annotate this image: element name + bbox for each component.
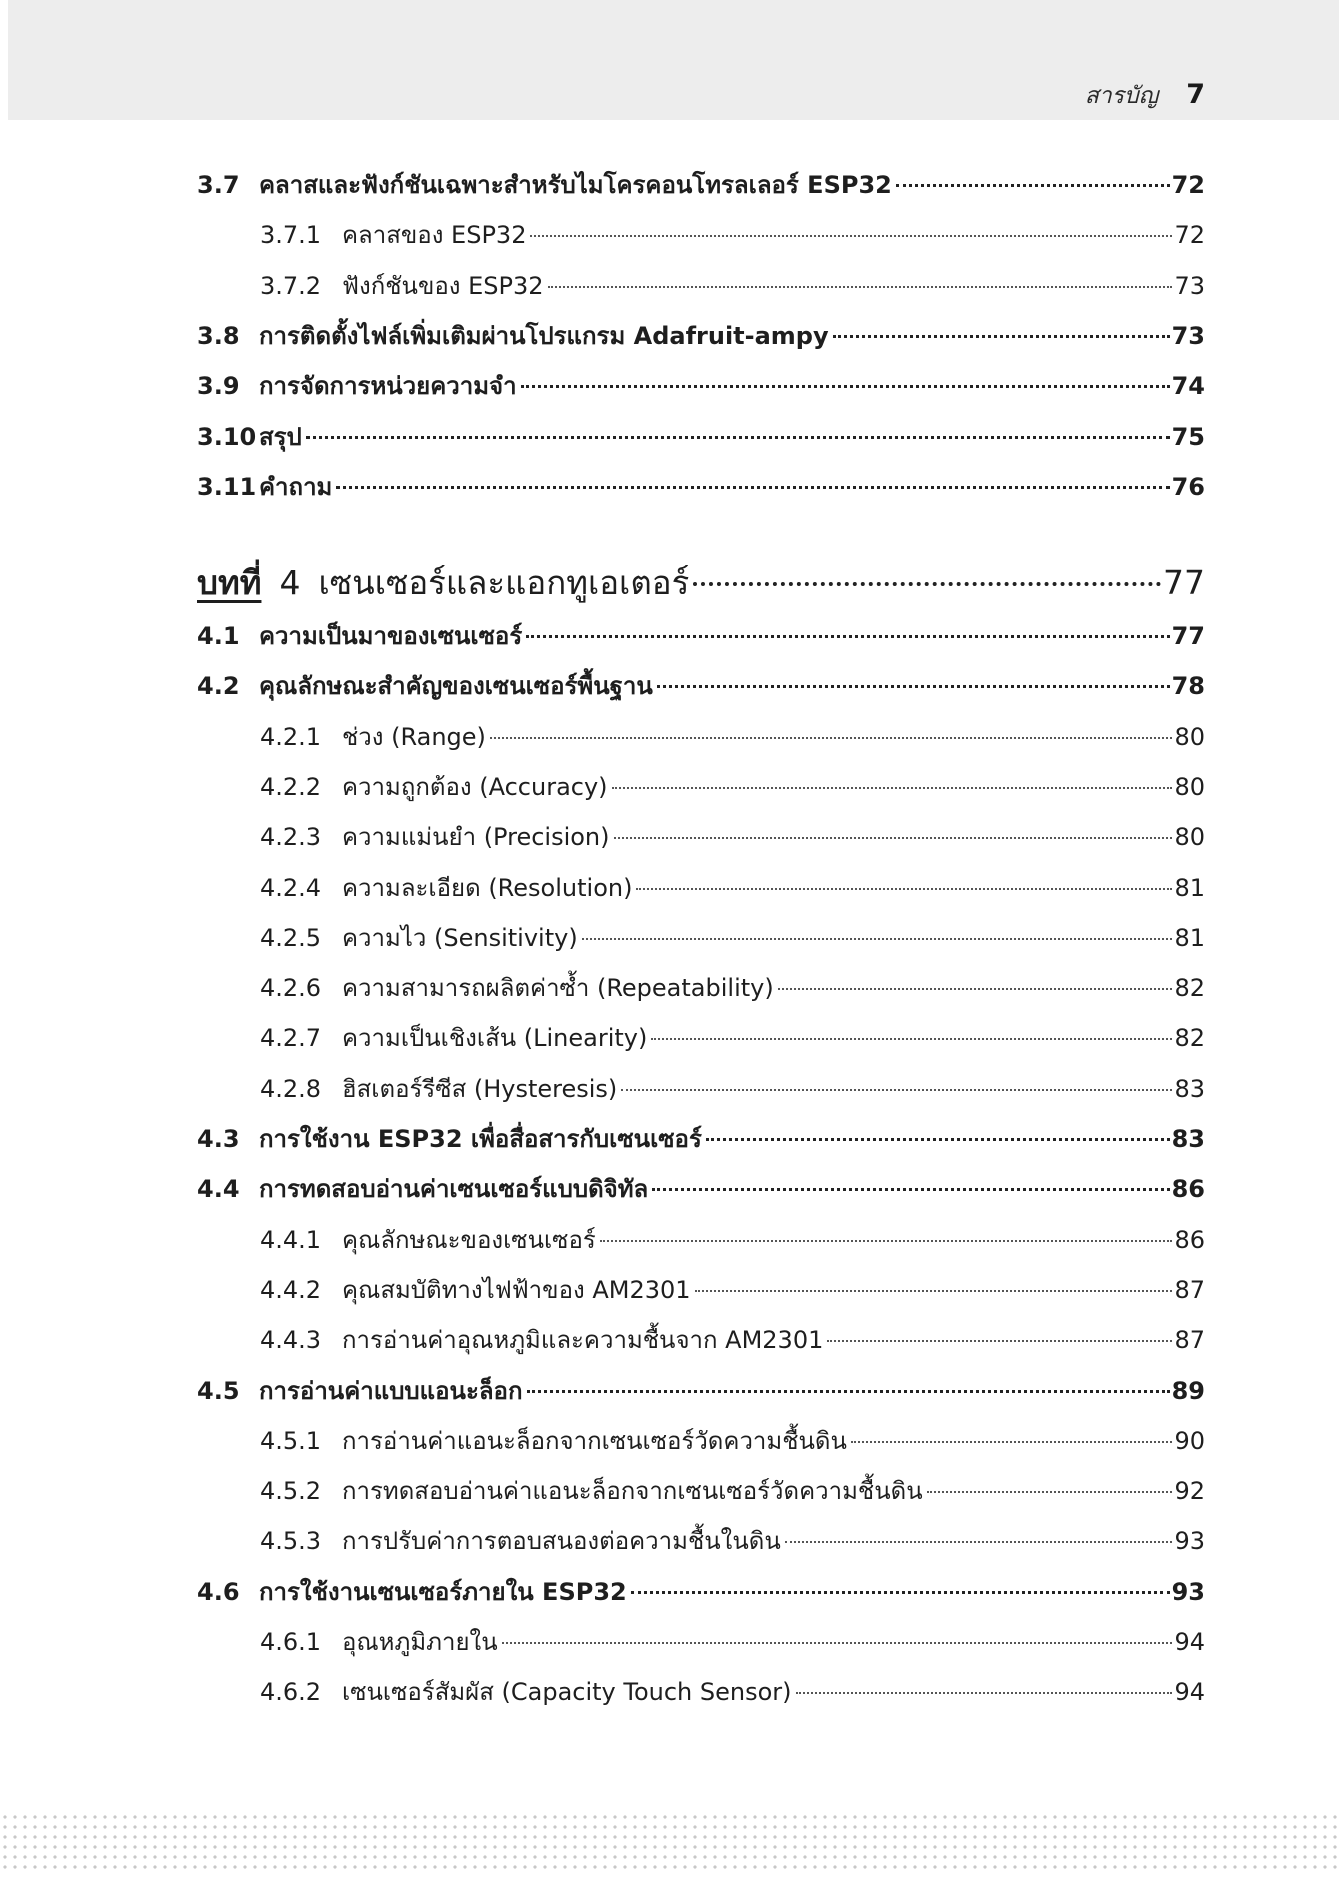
toc-entry [260, 1315, 1205, 1365]
toc-entry [260, 210, 1205, 260]
dot-leader [652, 1188, 1169, 1191]
entry-number: 4.2 [197, 672, 240, 701]
chapter-heading [197, 552, 1205, 614]
toc-entry [260, 913, 1205, 963]
entry-number: 4.2.4 [260, 873, 322, 902]
toc-entry [260, 712, 1205, 762]
dot-leader [582, 938, 1173, 940]
toc-entry [197, 611, 1205, 661]
dot-leader [526, 635, 1169, 638]
entry-page: 89 [1171, 1376, 1205, 1405]
page-number: 7 [1186, 79, 1205, 110]
entry-number: 3.7.2 [260, 271, 322, 300]
entry-number: 3.9 [197, 372, 240, 401]
toc-entry [197, 661, 1205, 711]
entry-page: 75 [1171, 422, 1205, 451]
entry-title: คุณลักษณะสำคัญของเซนเซอร์พื้นฐาน [259, 672, 653, 701]
entry-title: คลาสและฟังก์ชันเฉพาะสำหรับไมโครคอนโทรลเลอร์ ESP32 [259, 171, 892, 199]
entry-title: การอ่านค่าแบบแอนะล็อก [259, 1376, 523, 1405]
dot-leader [614, 837, 1173, 839]
dot-leader [548, 286, 1173, 288]
dot-leader [657, 685, 1170, 688]
entry-number: 4.2.2 [260, 772, 322, 801]
toc-entry [260, 1516, 1205, 1566]
entry-title: เซนเซอร์สัมผัส (Capacity Touch Sensor) [342, 1678, 792, 1707]
dot-leader [778, 988, 1173, 990]
toc-entry [260, 261, 1205, 311]
entry-page: 81 [1174, 923, 1205, 952]
entry-number: 4.1 [197, 622, 240, 650]
entry-page: 86 [1171, 1175, 1205, 1204]
entry-page: 80 [1174, 722, 1205, 751]
entry-title: อุณหภูมิภายใน [342, 1628, 498, 1656]
entry-page: 82 [1174, 1024, 1205, 1053]
entry-title: ฟังก์ชันของ ESP32 [342, 271, 544, 300]
entry-number: 3.11 [197, 472, 257, 501]
toc-entry [197, 160, 1205, 210]
dot-leader [490, 737, 1173, 739]
dot-leader [851, 1441, 1173, 1443]
entry-number: 4.4.2 [260, 1275, 322, 1304]
toc-entry [197, 1366, 1205, 1416]
entry-page: 80 [1174, 772, 1205, 801]
toc-entry [197, 412, 1205, 462]
entry-page: 72 [1174, 221, 1205, 250]
dot-leader [706, 1138, 1170, 1141]
entry-title: คลาสของ ESP32 [342, 221, 527, 250]
entry-page: 76 [1171, 472, 1205, 501]
entry-title: การปรับค่าการตอบสนองต่อความชื้นในดิน [342, 1527, 781, 1556]
entry-title: คุณสมบัติทางไฟฟ้าของ AM2301 [342, 1275, 691, 1304]
entry-number: 3.8 [197, 321, 240, 350]
entry-page: 90 [1174, 1426, 1205, 1455]
entry-number: 4.2.1 [260, 722, 322, 751]
running-title: สารบัญ [1084, 83, 1159, 109]
entry-number: 4.2.8 [260, 1074, 322, 1103]
toc-entry [260, 1064, 1205, 1114]
entry-number: 4.4 [197, 1175, 240, 1204]
entry-number: 4.6.2 [260, 1678, 322, 1707]
entry-number: 3.7 [197, 171, 240, 199]
toc-entry [197, 1164, 1205, 1214]
entry-title: ความสามารถผลิตค่าซ้ำ (Repeatability) [342, 974, 774, 1003]
toc-entry [260, 1667, 1205, 1717]
toc-entry [260, 1466, 1205, 1516]
toc-entry [197, 462, 1205, 512]
toc-entry [260, 762, 1205, 812]
toc-entry [260, 1416, 1205, 1466]
running-head [1085, 78, 1205, 118]
toc-entry [260, 1265, 1205, 1315]
toc-entry [197, 311, 1205, 361]
entry-page: 92 [1174, 1477, 1205, 1506]
entry-page: 83 [1174, 1074, 1205, 1103]
entry-title: ความเป็นมาของเซนเซอร์ [259, 622, 523, 650]
dot-leader [833, 335, 1170, 338]
dot-leader [827, 1340, 1172, 1342]
entry-title: ความละเอียด (Resolution) [342, 873, 633, 902]
chapter-label: บทที่ [197, 563, 262, 602]
entry-title: การจัดการหน่วยความจำ [259, 372, 517, 401]
entry-number: 4.2.6 [260, 974, 322, 1003]
entry-title: ความแม่นยำ (Precision) [342, 823, 610, 852]
dot-leader [530, 235, 1172, 237]
entry-page: 93 [1174, 1527, 1205, 1556]
dot-leader [527, 1390, 1170, 1393]
entry-page: 81 [1174, 873, 1205, 902]
entry-title: ช่วง (Range) [342, 722, 486, 751]
entry-title: การทดสอบอ่านค่าเซนเซอร์แบบดิจิทัล [259, 1175, 649, 1204]
toc-entry [260, 1617, 1205, 1667]
dot-leader [651, 1038, 1172, 1040]
entry-page: 73 [1174, 271, 1205, 300]
entry-title: ความเป็นเชิงเส้น (Linearity) [342, 1024, 648, 1053]
dot-leader [336, 486, 1169, 489]
dot-leader [927, 1491, 1173, 1493]
entry-page: 87 [1174, 1275, 1205, 1304]
entry-number: 4.5.1 [260, 1426, 322, 1455]
dot-leader [521, 385, 1170, 388]
toc-entry [260, 1215, 1205, 1265]
entry-title: คุณลักษณะของเซนเซอร์ [342, 1225, 596, 1254]
entry-number: 4.6 [197, 1577, 240, 1606]
entry-page: 86 [1174, 1225, 1205, 1254]
dot-leader [621, 1089, 1172, 1091]
entry-title: คำถาม [259, 472, 333, 501]
entry-number: 3.7.1 [260, 221, 322, 250]
dot-leader [600, 1240, 1173, 1242]
chapter-number: 4 [279, 563, 301, 602]
entry-page: 72 [1171, 171, 1205, 199]
toc-entry [197, 361, 1205, 411]
entry-title: ฮิสเตอร์รีซีส (Hysteresis) [342, 1074, 618, 1103]
entry-page: 94 [1174, 1678, 1205, 1707]
entry-page: 93 [1171, 1577, 1205, 1606]
entry-number: 3.10 [197, 422, 257, 451]
entry-number: 4.3 [197, 1125, 240, 1153]
entry-page: 94 [1174, 1628, 1205, 1656]
dot-leader [693, 582, 1161, 586]
dot-leader [612, 787, 1173, 789]
entry-title: การใช้งานเซนเซอร์ภายใน ESP32 [259, 1577, 627, 1606]
entry-page: 80 [1174, 823, 1205, 852]
entry-title: การใช้งาน ESP32 เพื่อสื่อสารกับเซนเซอร์ [259, 1125, 702, 1153]
entry-number: 4.4.1 [260, 1225, 322, 1254]
entry-number: 4.6.1 [260, 1628, 322, 1656]
dot-leader [695, 1290, 1173, 1292]
dot-leader [502, 1642, 1173, 1644]
dot-leader [896, 184, 1170, 187]
entry-page: 82 [1174, 974, 1205, 1003]
toc-entry [197, 1114, 1205, 1164]
entry-title: การอ่านค่าแอนะล็อกจากเซนเซอร์วัดความชื้นดิน [342, 1426, 847, 1455]
entry-page: 83 [1171, 1125, 1205, 1153]
entry-number: 4.2.3 [260, 823, 322, 852]
dot-leader [785, 1541, 1173, 1543]
entry-title: การติดตั้งไฟล์เพิ่มเติมผ่านโปรแกรม Adafruit-ampy [259, 321, 829, 350]
entry-number: 4.4.3 [260, 1326, 322, 1355]
entry-page: 74 [1171, 372, 1205, 401]
entry-title: ความไว (Sensitivity) [342, 923, 578, 952]
toc-entry [260, 812, 1205, 862]
entry-number: 4.5.2 [260, 1477, 322, 1506]
toc-entry [260, 1013, 1205, 1063]
dot-leader [636, 888, 1172, 890]
chapter-page: 77 [1163, 563, 1205, 602]
entry-title: สรุป [259, 422, 302, 451]
entry-page: 78 [1171, 672, 1205, 701]
entry-title: การทดสอบอ่านค่าแอนะล็อกจากเซนเซอร์วัดความชื้นดิน [342, 1477, 923, 1506]
entry-title: การอ่านค่าอุณหภูมิและความชื้นจาก AM2301 [342, 1326, 824, 1355]
entry-number: 4.2.5 [260, 923, 322, 952]
entry-number: 4.5 [197, 1376, 240, 1405]
entry-page: 87 [1174, 1326, 1205, 1355]
toc-entry [260, 863, 1205, 913]
dot-leader [796, 1692, 1173, 1694]
entry-number: 4.5.3 [260, 1527, 322, 1556]
entry-number: 4.2.7 [260, 1024, 322, 1053]
toc-entry [197, 1567, 1205, 1617]
entry-page: 77 [1171, 622, 1205, 650]
entry-page: 73 [1171, 321, 1205, 350]
dot-leader [306, 436, 1170, 439]
entry-title: ความถูกต้อง (Accuracy) [342, 772, 608, 801]
dot-leader [631, 1591, 1170, 1594]
chapter-title: เซนเซอร์และแอกทูเอเตอร์ [318, 563, 690, 602]
footer-dot-pattern [0, 1812, 1339, 1872]
toc-entry [260, 963, 1205, 1013]
